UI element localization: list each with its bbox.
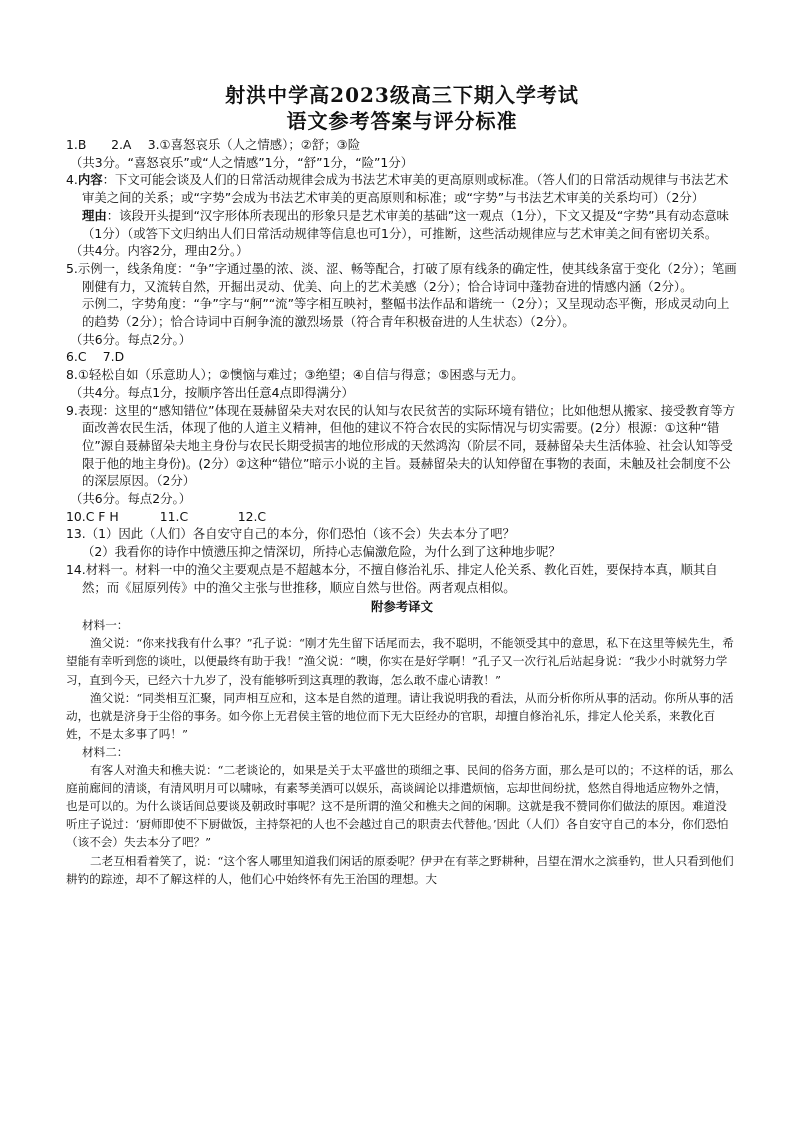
answer-q5-example1: 5.示例一，线条角度：“争”字通过墨的浓、淡、涩、畅等配合，打破了原有线条的确定性，使其线条富于变化（2分）；笔画刚健有力，又流转自然，开掘出灵动、优美、向上的艺术美感（2分）；恰合诗词中蓬勃奋进的情感内涵（2分）。: [66, 260, 737, 294]
answer-section: [66, 136, 738, 596]
answer-label: 理由: [82, 207, 107, 223]
material-1-paragraph: 渔父说：“同类相互汇聚，同声相互应和，这本是自然的道理。请让我说明我的看法，从而分析你所从事的活动。你所从事的活动，也就是济身于尘俗的事务。如今你上无君侯主管的地位而下无大臣经办的官职，却擅自修治礼乐，排定人伦关系，来教化百姓，不是太多事了吗！”: [66, 690, 734, 741]
material-1-paragraph: 渔父说：“你来找我有什么事？”孔子说：“刚才先生留下话尾而去，我不聪明，不能领受其中的意思，私下在这里等候先生，希望能有幸听到您的谈吐，以便最终有助于我！”渔父说：“噢，你实在是好学啊！”孔子又一次行礼后站起身说：“我少小时就努力学习，直到今天，已经六十九岁了，没有能够听到这真理的教诲，怎么敢不虚心请教！”: [66, 636, 734, 687]
score-note-q8: （共4分。每点1分，按顺序答出任意4点即得满分）: [70, 384, 354, 400]
answer-q13-1: 13.（1）因此（人们）各自安守自己的本分，你们恐怕（该不会）失去本分了吧？: [66, 526, 515, 542]
translation-section: [66, 616, 738, 887]
material-2-paragraph: 二老互相看着笑了，说：“这个客人哪里知道我们闲话的原委呢？伊尹在有莘之野耕种，吕望在渭水之滨垂钓，世人只看到他们耕钓的踪迹，却不了解这样的人，他们心中始终怀有先王治国的理想。大: [66, 853, 734, 886]
score-note-q3: （共3分。“喜怒哀乐”或“人之情感”1分，“舒”1分，“险”1分）: [70, 154, 414, 170]
material-2-paragraph: 有客人对渔夫和樵夫说：“二老谈论的，如果是关于太平盛世的琐细之事、民间的俗务方面，那么是可以的；不这样的话，那么庭前廊间的清谈，有清风明月可以啸咏，有素琴美酒可以娱乐，高谈阔论以排遣烦恼，忘却世间纷扰，悠然自得地适应物外之情，也是可以的。为什么谈话间总要谈及朝政时事呢？这不是所谓的渔父和樵夫之间的闲聊。这就是我不赞同你们做法的原因。难道没听庄子说过：‘厨师即使不下厨做饭，主持祭祀的人也不会越过自己的职责去代替他。’因此（人们）各自安守自己的本分，你们恐怕（该不会）失去本分了吧？”: [66, 763, 734, 850]
material-1-label: 材料一：: [82, 618, 129, 633]
material-2-label: 材料二：: [82, 744, 129, 759]
answer-key-title: 语文参考答案与评分标准: [286, 109, 518, 133]
answer-q6-7: 6.C 7.D: [66, 349, 125, 365]
exam-title: 射洪中学高2023级高三下期入学考试: [225, 83, 579, 107]
translation-heading: 附参考译文: [371, 599, 433, 615]
answer-q8: 8.①轻松自如（乐意助人）；②懊恼与难过；③绝望；④自信与得意；⑤困惑与无力。: [66, 367, 524, 383]
score-note-q5: （共6分。每点2分。）: [70, 331, 192, 347]
answer-label: 内容: [77, 172, 103, 188]
answer-q9: 9.表现：这里的“感知错位”体现在聂赫留朵夫对农民的认知与农民贫苦的实际环境有错位；比如他想从搬家、接受教育等方面改善农民生活，体现了他的人道主义精神，但他的建议不符合农民的实际情况与切实需要。(2分）根源：①这种“错位”源自聂赫留朵夫地主身份与农民长期受损害的地位形成的天然鸿沟（阶层不同，聂赫留朵夫生活体验、社会认知等受限于他的地主身份)。(2分）②这种“错位”暗示小说的主旨。聂赫留朵夫的认知停留在事物的表面，未触及社会制度不公的深层原因。（2分）: [66, 402, 735, 489]
score-note-q4: （共4分。内容2分，理由2分。）: [70, 243, 249, 259]
answer-q4-content: 4.内容：下文可能会谈及人们的日常活动规律会成为书法艺术审美的更高原则或标准。（答人们的日常活动规律与书法艺术审美之间的关系；或“字势”会成为书法艺术审美的更高原则和标准；或“字势”与书法艺术审美的关系均可）（2分）: [66, 172, 729, 206]
answer-q4-reason: 理由：该段开头提到“汉字形体所表现出的形象只是艺术审美的基础”这一观点（1分），下文又提及“字势”具有动态意味（1分）（或答下文归纳出人们日常活动规律等信息也可1分），可推断，这些活动规律应与艺术审美之间有密切关系。: [82, 207, 729, 241]
score-note-q9: （共6分。每点2分。）: [70, 491, 192, 507]
answer-q14: 14.材料一。材料一中的渔父主要观点是不超越本分，不擅自修治礼乐、排定人伦关系、教化百姓，要保持本真，顺其自然；而《屈原列传》中的渔父主张与世推移，顺应自然与世俗。两者观点相似。: [66, 561, 718, 595]
answer-q1-3: 1.B 2.A 3.①喜怒哀乐（人之情感）；②舒；③险: [66, 137, 361, 152]
answer-q13-2: （2）我看你的诗作中愤懑压抑之情深切，所持心志偏激危险，为什么到了这种地步呢？: [82, 544, 561, 560]
answer-q10-12: 10.C F H 11.C 12.C: [66, 508, 267, 524]
answer-q5-example2: 示例二，字势角度：“争”字与“舸”“流”等字相互映衬，整幅书法作品和谐统一（2分）；又呈现动态平衡，形成灵动向上的趋势（2分）；恰合诗词中百舸争流的激烈场景（符合青年积极奋进的人生状态）（2分）。: [82, 296, 730, 330]
